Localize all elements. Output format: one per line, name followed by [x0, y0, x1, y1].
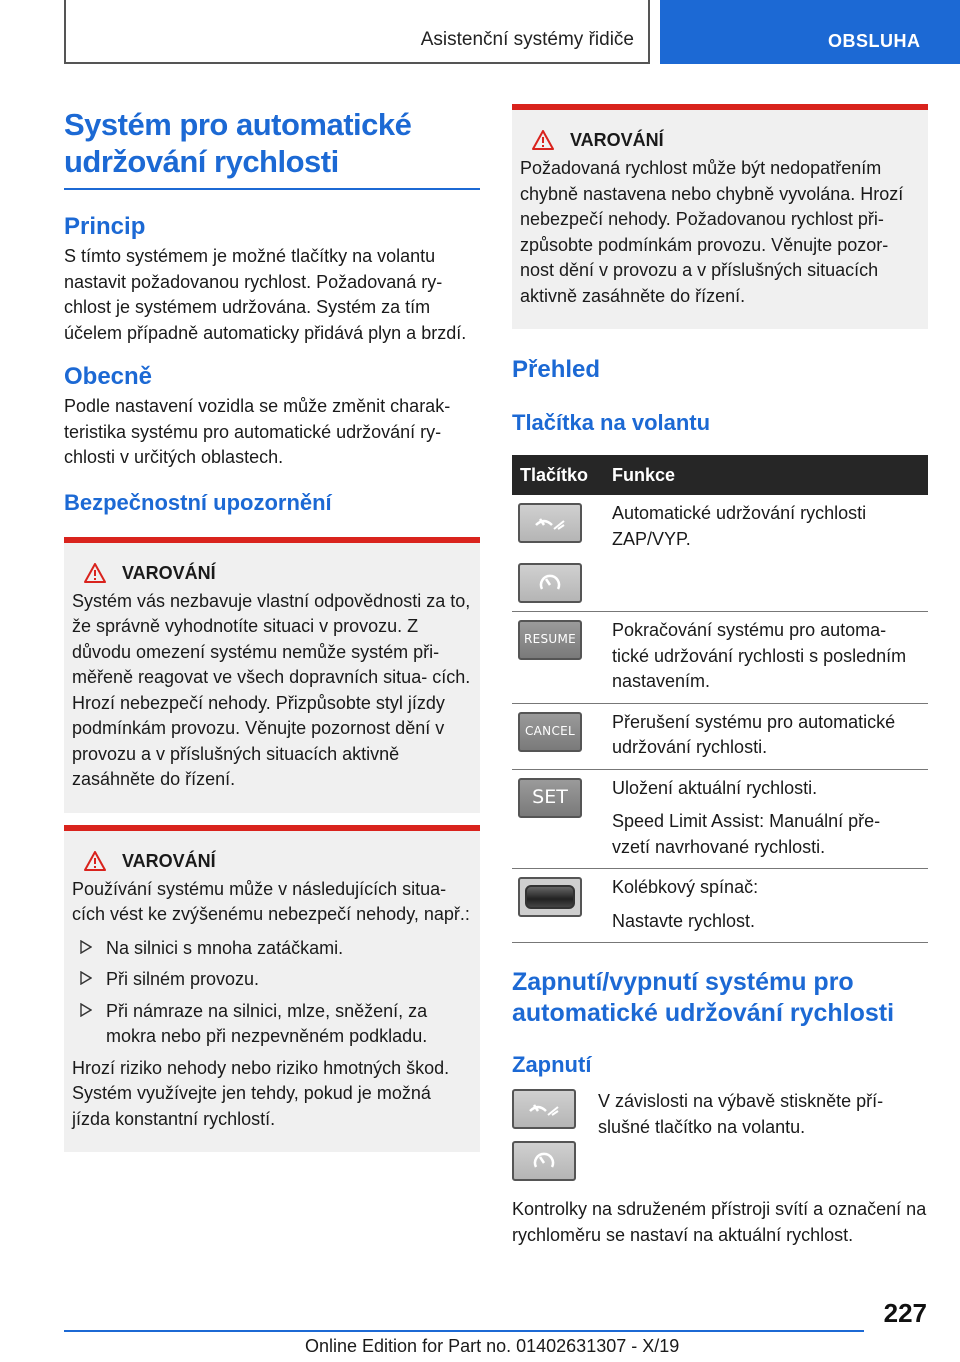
- warning-box-3: [512, 104, 928, 329]
- table-cell-function: Pokračování systému pro automa- tické udržování rychlosti s posledním nastavením.: [604, 612, 928, 704]
- zapnuti-text: V závislosti na výbavě stiskněte pří- slušné tlačítko na volantu.: [598, 1091, 884, 1137]
- page-number: 227: [883, 1298, 927, 1328]
- footer-edition: Online Edition for Part no. 01402631307 - X/19: [305, 1336, 680, 1356]
- footer-rule: [64, 1330, 864, 1332]
- page-title-line2: udržování rychlosti: [64, 144, 339, 179]
- zapnuti-row: [512, 1089, 928, 1181]
- obecne-heading: Obecně: [64, 363, 153, 390]
- warning-title-3: VAROVÁNÍ: [520, 128, 920, 152]
- buttons-table: [512, 455, 928, 943]
- table-row: [512, 495, 928, 612]
- buttons-heading: Tlačítka na volantu: [512, 410, 711, 435]
- list-item: Na silnici s mnoha zatáčkami.: [72, 936, 472, 962]
- table-cell-function: Kolébkový spínač: Nastavte rychlost.: [604, 869, 928, 943]
- cancel-button-icon: CANCEL: [518, 712, 582, 752]
- warning-triangle-icon: [84, 563, 106, 583]
- onoff-heading: Zapnutí/vypnutí systému pro automatické udržování rychlosti: [512, 968, 895, 1027]
- warning-triangle-icon: [84, 851, 106, 871]
- table-row: [512, 612, 928, 704]
- page-title: [64, 106, 480, 190]
- header-frame: [64, 0, 650, 64]
- table-cell-function: Přerušení systému pro automatické udržování rychlosti.: [604, 703, 928, 769]
- cruise-control-speedometer-icon: [518, 563, 582, 603]
- warning-bullet-list: [72, 936, 472, 1050]
- warning-intro-2: Používání systému může v následujících situa- cích vést ke zvýšenému nebezpečí nehody, např.:: [72, 878, 470, 924]
- cruise-control-speedometer-icon: [512, 1141, 576, 1181]
- princip-heading: Princip: [64, 213, 146, 240]
- warning-box-2: [64, 825, 480, 1153]
- table-header-row: [512, 455, 928, 495]
- table-row: [512, 703, 928, 769]
- prehled-heading: Přehled: [512, 356, 601, 383]
- warning-text-3: Požadovaná rychlost může být nedopatřením chybně nastavena nebo chybně vyvolána. Hrozí nebezpečí nehody. Požadovanou rychlost při- způsobte podmínkám provozu. Věnujte pozor- nost dění v provozu a v příslušných situacích aktivně zasáhněte do řízení.: [520, 158, 904, 306]
- section-tab-label: OBSLUHA: [828, 31, 921, 51]
- warning-text-1: Systém vás nezbavuje vlastní odpovědnosti za to, že správně vyhodnotíte situaci v provozu. Z důvodu omezení systému nemůže systém při- měřeně reagovat ve všech dopravních situa- cích. Hrozí nebezpečí nehody. Přizpůsobte styl jízdy podmínkám provozu. Věnujte pozornost dění v provozu a v příslušných situacích aktivně zasáhněte do řízení.: [72, 590, 471, 789]
- cruise-control-button-icon: [518, 503, 582, 543]
- princip-text: S tímto systémem je možné tlačítky na volantu nastavit požadovanou rychlost. Požadovaná ry- chlost je systémem udržována. Systém za tím účelem případně automaticky přidává plyn a brzdí.: [64, 246, 467, 343]
- table-header-button: Tlačítko: [512, 455, 604, 495]
- table-row: [512, 769, 928, 869]
- set-button-icon: SET: [518, 778, 582, 818]
- warning-title-1: VAROVÁNÍ: [72, 561, 472, 585]
- zapnuti-heading: Zapnutí: [512, 1052, 592, 1077]
- page-title-line1: Systém pro automatické: [64, 107, 412, 142]
- section-tab: [660, 0, 960, 64]
- warning-triangle-icon: [532, 130, 554, 150]
- left-column: [64, 106, 480, 1152]
- rocker-switch-icon: [518, 877, 582, 917]
- bullet-triangle-icon: [80, 1003, 92, 1017]
- kontrolky-text: Kontrolky na sdruženém přístroji svítí a označení na rychloměru se nastaví na aktuální rychlost.: [512, 1199, 927, 1245]
- warning-title-2: VAROVÁNÍ: [72, 849, 472, 873]
- table-cell-function: Uložení aktuální rychlosti. Speed Limit Assist: Manuální pře- vzetí navrhované rychlosti.: [604, 769, 928, 869]
- warning-outro-2: Hrozí riziko nehody nebo riziko hmotných škod. Systém využívejte jen tehdy, pokud je možná jízda konstantní rychlostí.: [72, 1057, 450, 1129]
- right-column: [512, 104, 928, 1248]
- bullet-triangle-icon: [80, 940, 92, 954]
- table-header-function: Funkce: [604, 455, 928, 495]
- cruise-control-button-icon: [512, 1089, 576, 1129]
- table-row: [512, 869, 928, 943]
- obecne-text: Podle nastavení vozidla se může změnit charak- teristika systému pro automatické udržování ry- chlosti v určitých oblastech.: [64, 396, 451, 467]
- safety-heading: Bezpečnostní upozornění: [64, 489, 332, 515]
- list-item: Při námraze na silnici, mlze, sněžení, za mokra nebo při nezpevněném podkladu.: [72, 999, 472, 1050]
- list-item: Při silném provozu.: [72, 967, 472, 993]
- chapter-title: Asistenční systémy řidiče: [420, 29, 634, 50]
- bullet-triangle-icon: [80, 971, 92, 985]
- warning-box-1: [64, 537, 480, 813]
- table-cell-function: Automatické udržování rychlosti ZAP/VYP.: [604, 495, 928, 612]
- resume-button-icon: RESUME: [518, 620, 582, 660]
